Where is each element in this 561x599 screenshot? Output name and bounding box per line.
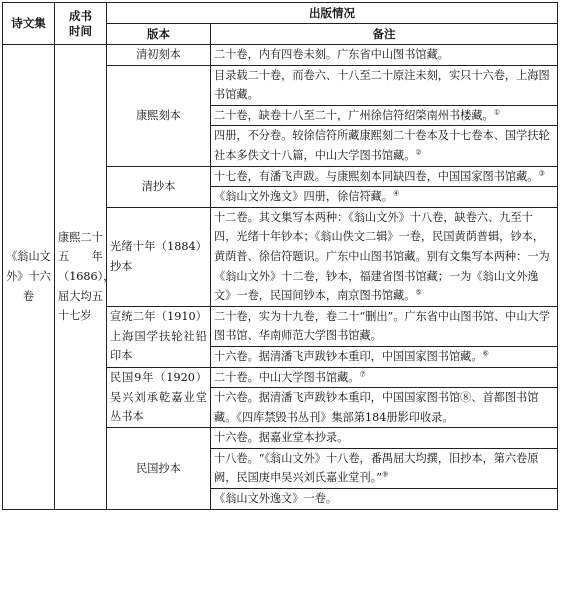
edition-cell: 民国抄本 <box>107 428 211 509</box>
note-cell <box>211 388 558 428</box>
note-cell <box>211 367 558 388</box>
note-cell <box>211 306 558 346</box>
note-cell <box>211 105 558 126</box>
note-text: 二十卷，内有四卷未刻。广东省中山图书馆藏。 <box>214 48 449 61</box>
edition-cell: 光绪十年（1884）抄本 <box>107 207 211 306</box>
note-text: 十八卷。“《翁山文外》十八卷，番禺屈大均撰，旧抄本，第六卷原阙，民国庚申吴兴刘氏嘉业堂刊。” <box>214 451 539 485</box>
note-cell <box>211 45 558 66</box>
note-text: 十六卷。据清潘飞声跋钞本重印，中国国家图书馆⑧、首都图书馆藏。《四库禁毁书丛刊》集部第184册影印收录。 <box>214 391 539 424</box>
note-text: 二十卷。中山大学图书馆藏。 <box>214 370 360 384</box>
note-cell <box>211 65 558 105</box>
footnote-marker: ② <box>415 148 422 157</box>
header-collection: 诗文集 <box>3 3 55 45</box>
note-text: 目录载二十卷，而卷六、十八至二十原注未刻，实只十六卷，上海图书馆藏。 <box>214 68 550 102</box>
footnote-marker: ① <box>493 108 500 117</box>
note-text: 十七卷，有潘飞声跋。与康熙刻本同缺四卷，中国国家图书馆藏。 <box>214 169 539 183</box>
table-row <box>3 45 558 66</box>
footnote-marker: ③ <box>538 168 545 177</box>
edition-cell: 清初刻本 <box>107 45 211 66</box>
note-cell <box>211 448 558 488</box>
note-text: 十二卷。其文集写本两种：《翁山文外》十八卷，缺卷六、九至十四，光绪十年钞本；《翁山佚文二辑》一卷，民国黄荫普辑，钞本，黄荫普、徐信符题识。广东中山图书馆藏。别有文集写本两种：一为《翁山文外》十二卷，钞本，福建省图书馆藏；一为《翁山文外逸文》一卷，民国间钞本，南京图书馆藏。 <box>214 210 550 303</box>
note-cell <box>211 346 558 367</box>
publication-table <box>2 2 558 510</box>
edition-cell: 宣统二年（1910）上海国学扶轮社铅印本 <box>107 306 211 367</box>
note-text: 十六卷。据清潘飞声跋钞本重印，中国国家图书馆藏。 <box>214 349 483 363</box>
note-text: 十六卷。据嘉业堂本抄录。 <box>214 431 349 445</box>
note-text: 二十卷，缺卷十八至二十，广州徐信符绍棨南州书楼藏。 <box>214 108 494 122</box>
header-edition: 版本 <box>107 24 211 45</box>
header-notes: 备注 <box>211 24 558 45</box>
edition-cell: 民国9年（1920）吴兴刘承乾嘉业堂丛书本 <box>107 367 211 428</box>
note-cell <box>211 489 558 510</box>
note-cell <box>211 126 558 166</box>
edition-cell: 清抄本 <box>107 166 211 207</box>
collection-year: 康熙二十五年（1686），屈大均五十七岁 <box>55 45 107 510</box>
note-text: 二十卷，实为十九卷，卷二十“删出”。广东省中山图书馆、中山大学图书馆、华南师范大学图书馆藏。 <box>214 309 550 343</box>
header-year: 成书 时间 <box>55 3 107 45</box>
footnote-marker: ⑨ <box>381 470 389 479</box>
header-publication: 出版情况 <box>107 3 558 24</box>
header-row-1 <box>3 3 558 24</box>
footnote-marker: ⑥ <box>482 349 489 358</box>
collection-title: 《翁山文外》十六卷 <box>3 45 55 510</box>
edition-cell: 康熙刻本 <box>107 65 211 166</box>
note-cell <box>211 207 558 306</box>
footnote-marker: ⑤ <box>415 288 422 297</box>
table-body <box>3 45 558 510</box>
note-text: 四册，不分卷。较徐信符所藏康熙刻二十卷本及十七卷本、国学扶轮社本多佚文十八篇，中山大学图书馆藏。 <box>214 129 550 162</box>
note-text: 《翁山文外逸文》一卷。 <box>214 492 338 506</box>
note-text: 《翁山文外逸文》四册，徐信符藏。 <box>214 190 394 204</box>
footnote-marker: ④ <box>393 189 400 198</box>
note-cell <box>211 187 558 208</box>
note-cell <box>211 428 558 449</box>
note-cell <box>211 166 558 187</box>
footnote-marker: ⑦ <box>359 369 366 378</box>
